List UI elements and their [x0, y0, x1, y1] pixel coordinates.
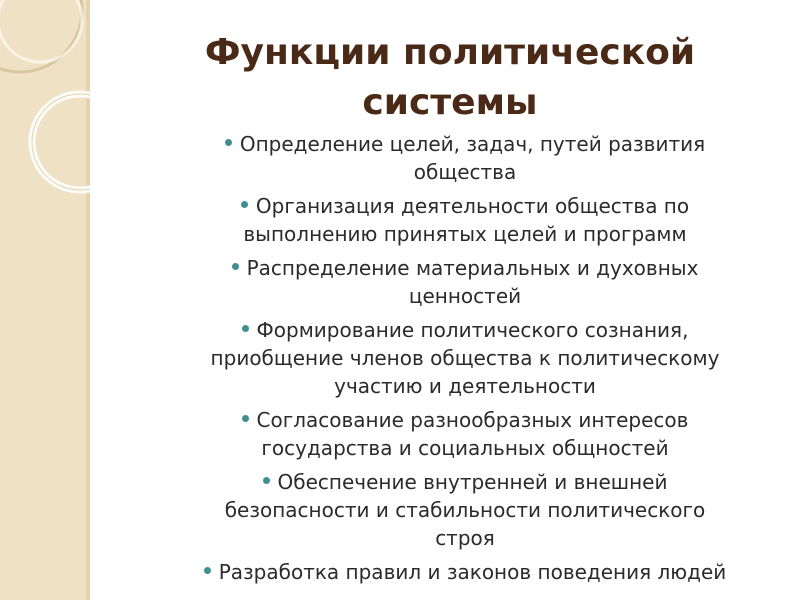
bullet-dot-icon — [225, 139, 232, 146]
bullet-dot-icon — [241, 201, 248, 208]
bullet-text: Распределение материальных и духовных — [246, 256, 699, 280]
bullet-item — [140, 192, 790, 248]
bullet-line — [140, 254, 790, 282]
bullet-item — [140, 130, 790, 186]
bullet-text: Разработка правил и законов поведения людей — [218, 560, 727, 584]
bullet-item — [140, 316, 790, 400]
bullet-item — [140, 254, 790, 310]
bullet-line — [140, 192, 790, 220]
bullet-line — [140, 468, 790, 496]
bullet-list — [140, 130, 790, 592]
bullet-line: строя — [435, 526, 495, 550]
bullet-line: безопасности и стабильности политического — [224, 498, 706, 522]
bullet-dot-icon — [263, 477, 270, 484]
bullet-line: государства и социальных общностей — [261, 436, 669, 460]
bullet-dot-icon — [242, 415, 249, 422]
bullet-item — [140, 558, 790, 586]
bullet-line: приобщение членов общества к политическому — [210, 346, 720, 370]
bullet-line: выполнению принятых целей и программ — [243, 222, 687, 246]
bullet-line: участию и деятельности — [334, 374, 596, 398]
bullet-dot-icon — [204, 567, 211, 574]
bullet-item — [140, 468, 790, 552]
bullet-text: Организация деятельности общества по — [255, 194, 690, 218]
bullet-text: Согласование разнообразных интересов — [256, 408, 689, 432]
bullet-line — [140, 130, 790, 158]
bullet-line — [140, 316, 790, 344]
slide-title — [130, 28, 770, 128]
bullet-line — [140, 558, 790, 586]
bullet-line: общества — [413, 160, 517, 184]
bullet-dot-icon — [232, 263, 239, 270]
slide-title-line-2: системы — [362, 82, 538, 123]
bullet-dot-icon — [242, 325, 249, 332]
bullet-line — [140, 406, 790, 434]
circle-ornament-icon — [0, 0, 90, 600]
bullet-line: ценностей — [408, 284, 522, 308]
bullet-text: Обеспечение внутренней и внешней — [277, 470, 668, 494]
bullet-item — [140, 406, 790, 462]
slide-title-line-1: Функции политической — [204, 32, 696, 73]
bullet-text: Определение целей, задач, путей развития — [239, 132, 706, 156]
bullet-text: Формирование политического сознания, — [256, 318, 689, 342]
